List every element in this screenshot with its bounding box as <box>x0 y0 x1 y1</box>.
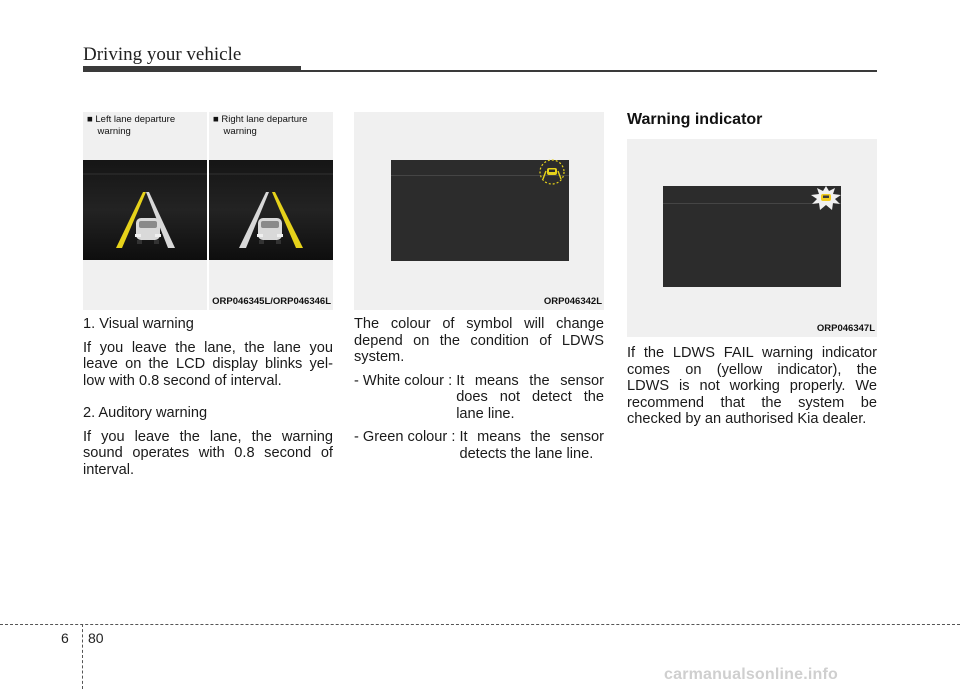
white-colour-text: It means the sensor does not detect the lane line. <box>456 372 604 422</box>
warning-indicator-body: If the LDWS FAIL warning indicator comes on (yellow indicator), the LDWS is not working properly. We recommend that the system be checked by an authorised Kia dealer. <box>627 345 877 427</box>
column-2 <box>354 316 604 462</box>
footer-rule <box>0 624 960 625</box>
car-lane-icon <box>83 160 207 260</box>
figure-code-left: ORP046345L/ORP046346L <box>212 296 331 307</box>
left-lane-departure-image <box>83 160 207 260</box>
figure-code-middle: ORP046342L <box>543 296 602 307</box>
white-colour-item <box>354 373 604 423</box>
lane-warning-icon <box>537 157 567 187</box>
auditory-warning-title: 2. Auditory warning <box>83 405 208 421</box>
column-1 <box>83 316 333 485</box>
car-lane-icon <box>209 160 333 260</box>
figure-warning-indicator <box>627 139 877 337</box>
green-colour-label: - Green colour : <box>354 429 460 445</box>
figure-lcd-symbol <box>354 112 604 310</box>
figure-lane-departure <box>83 112 333 310</box>
visual-warning-title: 1. Visual warning <box>83 316 194 332</box>
visual-warning-body: If you leave the lane, the lane you leave on the LCD display blinks yel-low with 0.8 second of interval. <box>83 339 333 389</box>
white-colour-label: - White colour : <box>354 372 457 389</box>
symbol-colour-intro: The colour of symbol will change depend on the condition of LDWS system. <box>354 316 604 365</box>
footer-divider <box>82 624 83 689</box>
header-bar <box>83 66 301 72</box>
section-title: Warning indicator <box>627 111 763 128</box>
watermark: carmanualsonline.info <box>664 666 839 683</box>
chapter-number: 6 <box>61 630 69 646</box>
header-rule <box>301 70 877 72</box>
page-header-title: Driving your vehicle <box>83 44 242 65</box>
page-number: 80 <box>88 630 104 646</box>
right-lane-departure-image <box>209 160 333 260</box>
figure-code-right: ORP046347L <box>816 323 875 334</box>
lane-warning-icon <box>810 185 842 211</box>
auditory-warning-body: If you leave the lane, the warning sound operates with 0.8 second of interval. <box>83 428 333 478</box>
green-colour-text: It means the sensor detects the lane line. <box>459 429 604 462</box>
green-colour-item <box>354 429 604 462</box>
caption-right-lane-departure: ■ Right lane departure warning <box>213 114 308 137</box>
caption-left-lane-departure: ■ Left lane departure warning <box>87 114 176 137</box>
